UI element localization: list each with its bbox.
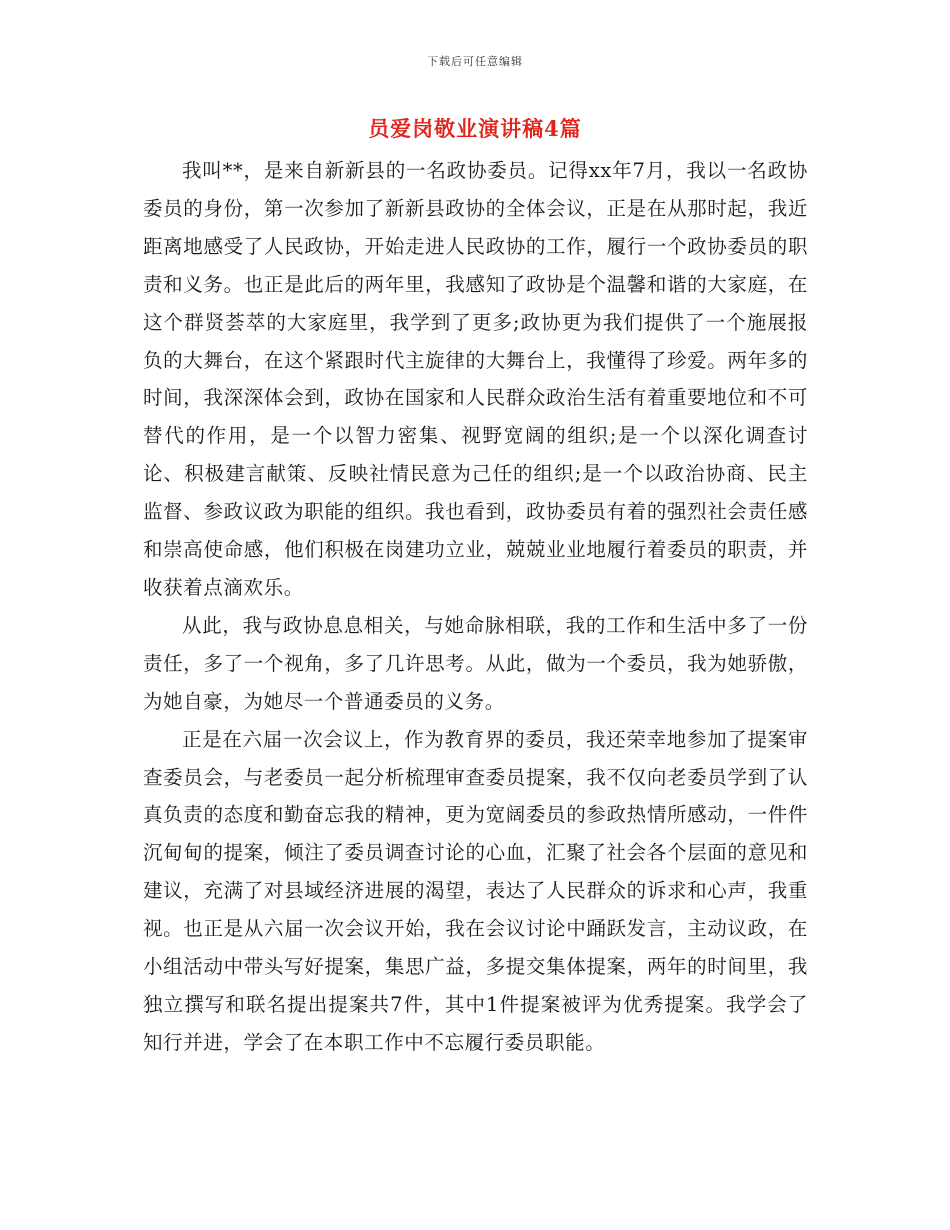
document-title: 员爱岗敬业演讲稿4篇 <box>368 116 582 141</box>
header-note: 下载后可任意编辑 <box>427 55 523 68</box>
paragraph-2: 从此，我与政协息息相关，与她命脉相联，我的工作和生活中多了一份责任，多了一个视角，多了几许思考。从此，做为一个委员，我为她骄傲，为她自豪，为她尽一个普通委员的义务。 <box>143 613 808 713</box>
paragraph-3: 正是在六届一次会议上，作为教育界的委员，我还荣幸地参加了提案审查委员会，与老委员一起分析梳理审查委员提案，我不仅向老委员学到了认真负责的态度和勤奋忘我的精神，更为宽阔委员的参政热情所感动，一件件沉甸甸的提案，倾注了委员调查讨论的心血，汇聚了社会各个层面的意见和建议，充满了对县域经济进展的渴望，表达了人民群众的诉求和心声，我重视。也正是从六届一次会议开始，我在会议讨论中踊跃发言，主动议政，在小组活动中带头写好提案，集思广益，多提交集体提案，两年的时间里，我独立撰写和联名提出提案共7件，其中1件提案被评为优秀提案。我学会了知行并进，学会了在本职工作中不忘履行委员职能。 <box>143 727 808 1054</box>
document-body <box>143 152 808 1062</box>
paragraph-1: 我叫**，是来自新新县的一名政协委员。记得xx年7月，我以一名政协委员的身份，第一次参加了新新县政协的全体会议，正是在从那时起，我近距离地感受了人民政协，开始走进人民政协的工作，履行一个政协委员的职责和义务。也正是此后的两年里，我感知了政协是个温馨和谐的大家庭，在这个群贤荟萃的大家庭里，我学到了更多;政协更为我们提供了一个施展报负的大舞台，在这个紧跟时代主旋律的大舞台上，我懂得了珍爱。两年多的时间，我深深体会到，政协在国家和人民群众政治生活有着重要地位和不可替代的作用，是一个以智力密集、视野宽阔的组织;是一个以深化调查讨论、积极建言献策、反映社情民意为己任的组织;是一个以政治协商、民主监督、参政议政为职能的组织。我也看到，政协委员有着的强烈社会责任感和崇高使命感，他们积极在岗建功立业，兢兢业业地履行着委员的职责，并收获着点滴欢乐。 <box>143 159 808 599</box>
